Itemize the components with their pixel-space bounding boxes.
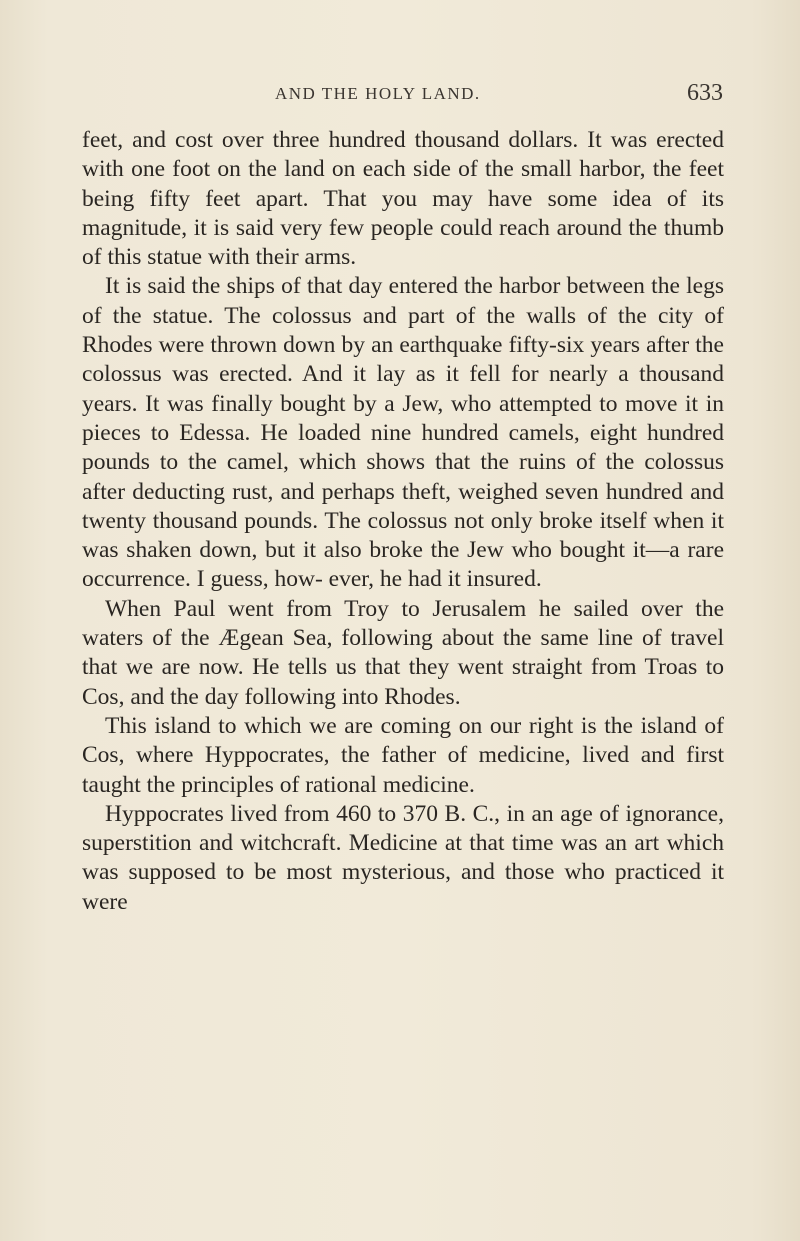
page-number: 633 [687, 80, 723, 106]
body-text [82, 126, 724, 917]
paragraph-1: feet, and cost over three hundred thousand dollars. It was erected with one foot on the land on each side of the small harbor, the feet being fifty feet apart. That you may have some idea of its magnitude, it is said very few people could reach around the thumb of this statue with their arms. [82, 127, 724, 271]
paragraph-4: This island to which we are coming on our right is the island of Cos, where Hyppocrates, the father of medicine, lived and first taught the principles of rational medicine. [82, 712, 724, 798]
paragraph-2: It is said the ships of that day entered the harbor between the legs of the statue. The colossus and part of the walls of the city of Rhodes were thrown down by an earthquake fifty-six years after the colossus was erected. And it lay as it fell for nearly a thousand years. It was finally bought by a Jew, who attempted to move it in pieces to Edessa. He loaded nine hundred camels, eight hundred pounds to the camel, which shows that the ruins of the colossus after deducting rust, and perhaps theft, weighed seven hundred and twenty thousand pounds. The colossus not only broke itself when it was shaken down, but it also broke the Jew who bought it—a rare occurrence. I guess, how- ever, he had it insured. [82, 273, 724, 593]
paragraph-3: When Paul went from Troy to Jerusalem he sailed over the waters of the Ægean Sea, following about the same line of travel that we are now. He tells us that they went straight from Troas to Cos, and the day following into Rhodes. [82, 595, 724, 710]
page-header [80, 80, 723, 110]
paragraph-5: Hyppocrates lived from 460 to 370 B. C., in an age of ignorance, superstition and witchcraft. Medicine at that time was an art which was supposed to be most mysterious, and those who practiced it were [82, 800, 724, 915]
running-head: AND THE HOLY LAND. [275, 84, 481, 103]
